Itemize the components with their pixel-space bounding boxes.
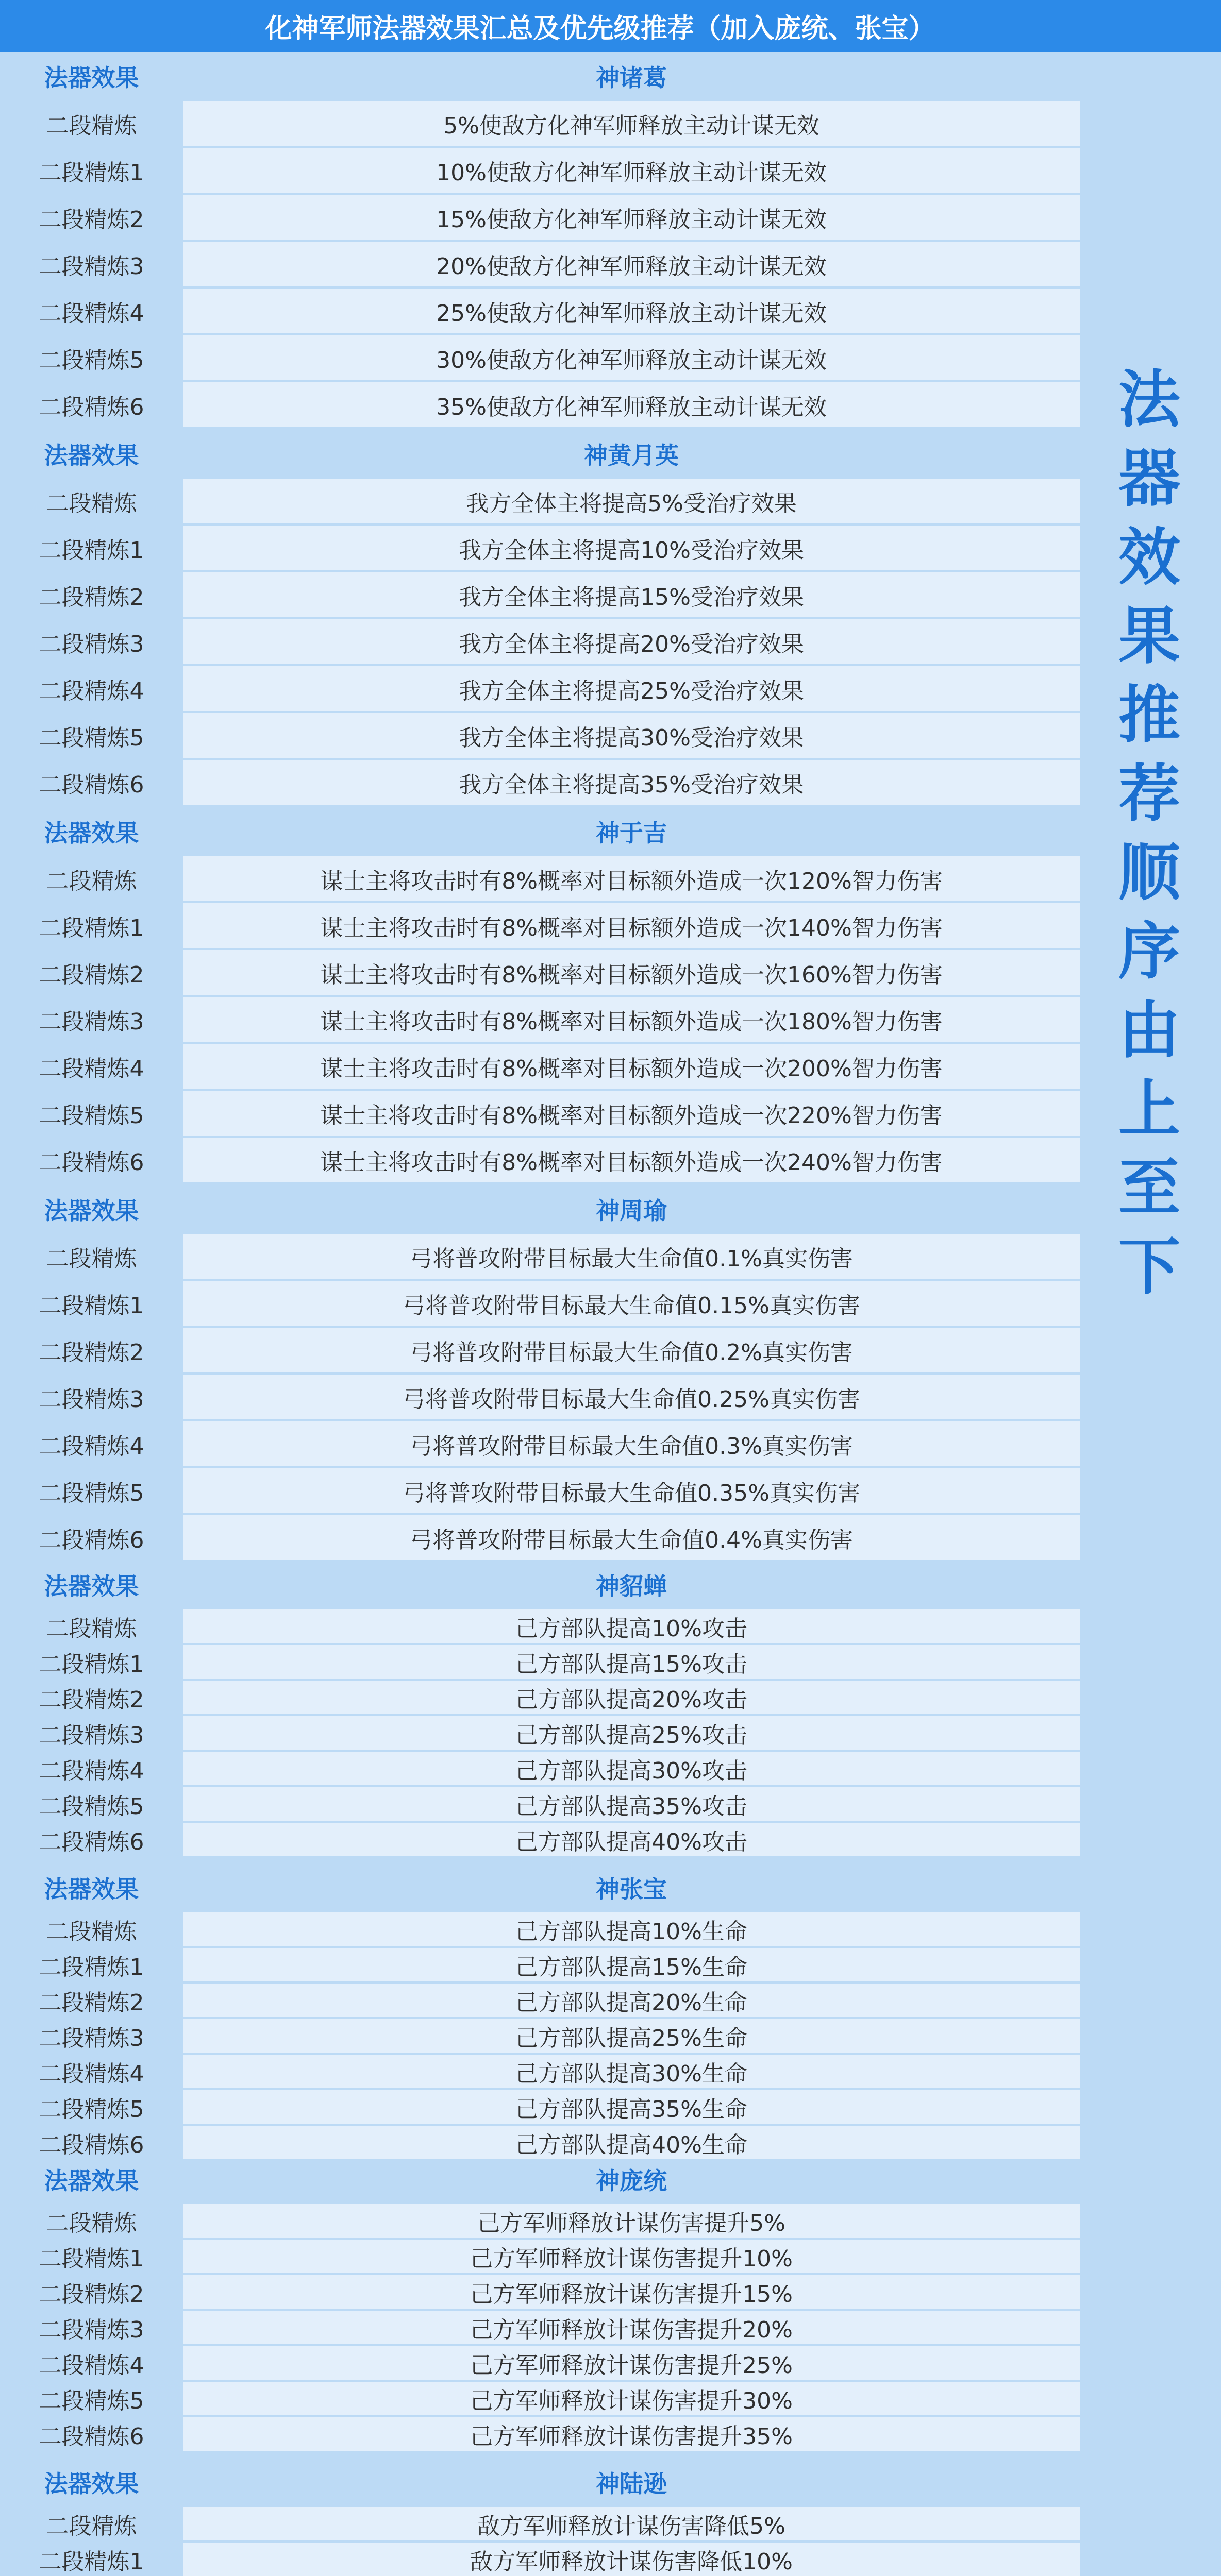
table-row: [0, 1091, 1082, 1136]
table-row: [0, 1787, 1082, 1821]
table-row: [0, 1421, 1082, 1466]
refine-level: 二段精炼6: [39, 1149, 144, 1176]
section-header-label: 法器效果: [44, 819, 139, 847]
refine-level: 二段精炼1: [39, 537, 144, 564]
priority-note-char: 序: [1118, 916, 1180, 988]
effect-text: 己方部队提高15%生命: [183, 1948, 1080, 1981]
table-row: [0, 2311, 1082, 2344]
effect-text: 己方军师释放计谋伤害提升35%: [183, 2417, 1080, 2451]
refine-level: 二段精炼: [46, 868, 137, 894]
effect-text: 己方军师释放计谋伤害提升15%: [183, 2275, 1080, 2309]
effect-text: 己方部队提高35%攻击: [183, 1787, 1080, 1821]
table-row: [0, 382, 1082, 427]
effect-text: 己方军师释放计谋伤害提升30%: [183, 2382, 1080, 2415]
effect-text: 我方全体主将提高15%受治疗效果: [183, 572, 1080, 617]
effect-text: 己方部队提高20%生命: [183, 1984, 1080, 2017]
refine-level: 二段精炼1: [39, 1954, 144, 1980]
effect-text: 谋士主将攻击时有8%概率对目标额外造成一次140%智力伤害: [183, 903, 1080, 948]
section-header-label: 法器效果: [44, 2470, 139, 2498]
section-general-name: 神庞统: [596, 2167, 667, 2195]
refine-level: 二段精炼5: [39, 1480, 144, 1506]
effect-text: 己方部队提高40%攻击: [183, 1823, 1080, 1856]
table-row: [0, 1138, 1082, 1182]
refine-level: 二段精炼4: [39, 1055, 144, 1082]
refine-level: 二段精炼3: [39, 2025, 144, 2052]
effect-text: 弓将普攻附带目标最大生命值0.2%真实伤害: [183, 1328, 1080, 1372]
table-row: [0, 713, 1082, 758]
section-header: [0, 1863, 1082, 1912]
table-row: [0, 2019, 1082, 2053]
effect-text: 己方军师释放计谋伤害提升10%: [183, 2240, 1080, 2273]
refine-level: 二段精炼1: [39, 2548, 144, 2575]
priority-note-char: 顺: [1118, 837, 1180, 909]
priority-note-char: 推: [1118, 680, 1180, 751]
refine-level: 二段精炼5: [39, 2387, 144, 2414]
table-row: [0, 2275, 1082, 2309]
section-header-label: 法器效果: [44, 442, 139, 469]
priority-note: [1118, 361, 1180, 1307]
section-header: [0, 429, 1082, 479]
refine-level: 二段精炼2: [39, 1339, 144, 1366]
table-row: [0, 1645, 1082, 1679]
refine-level: 二段精炼4: [39, 2060, 144, 2087]
refine-level: 二段精炼2: [39, 961, 144, 988]
effect-text: 己方部队提高20%攻击: [183, 1681, 1080, 1714]
table-row: [0, 1375, 1082, 1419]
refine-level: 二段精炼1: [39, 914, 144, 941]
refine-level: 二段精炼2: [39, 1686, 144, 1713]
table-row: [0, 997, 1082, 1042]
section-header-label: 法器效果: [44, 1572, 139, 1600]
table-row: [0, 1823, 1082, 1856]
table-row: [0, 526, 1082, 570]
table-row: [0, 1515, 1082, 1560]
table-row: [0, 1609, 1082, 1643]
effect-text: 我方全体主将提高30%受治疗效果: [183, 713, 1080, 758]
table-row: [0, 760, 1082, 805]
refine-level: 二段精炼: [46, 1245, 137, 1272]
table-row: [0, 2346, 1082, 2380]
section-header-label: 法器效果: [44, 1197, 139, 1225]
effect-text: 己方部队提高30%攻击: [183, 1752, 1080, 1785]
table-row: [0, 479, 1082, 523]
effect-text: 弓将普攻附带目标最大生命值0.1%真实伤害: [183, 1234, 1080, 1279]
page-title: 化神军师法器效果汇总及优先级推荐（加入庞统、张宝）: [0, 0, 1221, 52]
table-row: [0, 289, 1082, 333]
section-header: [0, 2458, 1082, 2507]
refine-level: 二段精炼5: [39, 347, 144, 374]
section-header: [0, 52, 1082, 101]
table-row: [0, 2090, 1082, 2124]
priority-note-char: 由: [1118, 995, 1180, 1066]
refine-level: 二段精炼6: [39, 1828, 144, 1855]
section-general-name: 神陆逊: [596, 2470, 667, 2498]
refine-level: 二段精炼3: [39, 1722, 144, 1749]
priority-note-char: 法: [1118, 364, 1180, 436]
refine-level: 二段精炼: [46, 1615, 137, 1642]
table-row: [0, 195, 1082, 240]
refine-level: 二段精炼: [46, 1918, 137, 1945]
effect-text: 己方军师释放计谋伤害提升5%: [183, 2204, 1080, 2238]
table-row: [0, 2204, 1082, 2238]
refine-level: 二段精炼3: [39, 253, 144, 280]
refine-level: 二段精炼: [46, 2210, 137, 2236]
table-row: [0, 572, 1082, 617]
refine-level: 二段精炼5: [39, 2096, 144, 2123]
refine-level: 二段精炼: [46, 490, 137, 517]
refine-level: 二段精炼3: [39, 1008, 144, 1035]
effect-text: 己方军师释放计谋伤害提升20%: [183, 2311, 1080, 2344]
table-row: [0, 666, 1082, 711]
refine-level: 二段精炼6: [39, 771, 144, 798]
table-row: [0, 101, 1082, 146]
table-row: [0, 1468, 1082, 1513]
effect-text: 谋士主将攻击时有8%概率对目标额外造成一次220%智力伤害: [183, 1091, 1080, 1136]
priority-note-char: 下: [1118, 1231, 1180, 1303]
section-header-label: 法器效果: [44, 1875, 139, 1903]
priority-note-char: 效: [1118, 522, 1180, 594]
effect-text: 己方部队提高30%生命: [183, 2055, 1080, 2088]
effect-text: 敌方军师释放计谋伤害降低5%: [183, 2507, 1080, 2540]
refine-level: 二段精炼6: [39, 1527, 144, 1553]
effect-text: 10%使敌方化神军师释放主动计谋无效: [183, 148, 1080, 193]
effect-text: 谋士主将攻击时有8%概率对目标额外造成一次180%智力伤害: [183, 997, 1080, 1042]
effect-text: 15%使敌方化神军师释放主动计谋无效: [183, 195, 1080, 240]
refine-level: 二段精炼2: [39, 584, 144, 611]
refine-level: 二段精炼3: [39, 631, 144, 657]
priority-note-char: 荐: [1118, 758, 1180, 830]
section-header: [0, 1560, 1082, 1609]
table-row: [0, 335, 1082, 380]
effect-text: 弓将普攻附带目标最大生命值0.35%真实伤害: [183, 1468, 1080, 1513]
table-row: [0, 1752, 1082, 1785]
refine-level: 二段精炼5: [39, 724, 144, 751]
table-row: [0, 2240, 1082, 2273]
section-header: [0, 2155, 1082, 2204]
refine-level: 二段精炼5: [39, 1102, 144, 1129]
section-general-name: 神黄月英: [584, 442, 679, 469]
section-header: [0, 807, 1082, 856]
refine-level: 二段精炼: [46, 112, 137, 139]
section-general-name: 神貂蝉: [596, 1572, 667, 1600]
effect-text: 弓将普攻附带目标最大生命值0.3%真实伤害: [183, 1421, 1080, 1466]
refine-level: 二段精炼6: [39, 2131, 144, 2158]
table-row: [0, 903, 1082, 948]
priority-note-char: 果: [1118, 601, 1180, 672]
table-row: [0, 1234, 1082, 1279]
effect-text: 我方全体主将提高25%受治疗效果: [183, 666, 1080, 711]
effect-text: 35%使敌方化神军师释放主动计谋无效: [183, 382, 1080, 427]
section-general-name: 神周瑜: [596, 1197, 667, 1225]
refine-level: 二段精炼3: [39, 2316, 144, 2343]
effect-text: 20%使敌方化神军师释放主动计谋无效: [183, 242, 1080, 286]
effect-text: 5%使敌方化神军师释放主动计谋无效: [183, 101, 1080, 146]
effect-text: 己方部队提高10%生命: [183, 1912, 1080, 1946]
section-general-name: 神张宝: [596, 1875, 667, 1903]
effect-text: 弓将普攻附带目标最大生命值0.15%真实伤害: [183, 1281, 1080, 1326]
table-row: [0, 2543, 1082, 2576]
effect-text: 己方部队提高35%生命: [183, 2090, 1080, 2124]
effect-text: 谋士主将攻击时有8%概率对目标额外造成一次200%智力伤害: [183, 1044, 1080, 1089]
table-row: [0, 2382, 1082, 2415]
table-row: [0, 619, 1082, 664]
table-row: [0, 148, 1082, 193]
refine-level: 二段精炼4: [39, 1433, 144, 1460]
effect-text: 敌方军师释放计谋伤害降低10%: [183, 2543, 1080, 2576]
table-row: [0, 1281, 1082, 1326]
refine-level: 二段精炼5: [39, 1793, 144, 1820]
effect-text: 我方全体主将提高5%受治疗效果: [183, 479, 1080, 523]
effect-text: 己方部队提高15%攻击: [183, 1645, 1080, 1679]
section-header: [0, 1184, 1082, 1234]
refine-level: 二段精炼6: [39, 2423, 144, 2450]
effect-text: 我方全体主将提高35%受治疗效果: [183, 760, 1080, 805]
effect-text: 弓将普攻附带目标最大生命值0.25%真实伤害: [183, 1375, 1080, 1419]
refine-level: 二段精炼4: [39, 1757, 144, 1784]
refine-level: 二段精炼4: [39, 2352, 144, 2379]
refine-level: 二段精炼1: [39, 159, 144, 186]
refine-level: 二段精炼: [46, 2513, 137, 2539]
effect-text: 己方部队提高25%攻击: [183, 1716, 1080, 1750]
refine-level: 二段精炼4: [39, 300, 144, 327]
table-row: [0, 1716, 1082, 1750]
section-general-name: 神于吉: [596, 819, 667, 847]
table-row: [0, 2507, 1082, 2540]
effect-text: 我方全体主将提高20%受治疗效果: [183, 619, 1080, 664]
effect-text: 30%使敌方化神军师释放主动计谋无效: [183, 335, 1080, 380]
refine-level: 二段精炼2: [39, 1989, 144, 2016]
table-row: [0, 1681, 1082, 1714]
table-row: [0, 1948, 1082, 1981]
table-row: [0, 242, 1082, 286]
effect-text: 己方部队提高25%生命: [183, 2019, 1080, 2053]
refine-level: 二段精炼1: [39, 1292, 144, 1319]
section-general-name: 神诸葛: [596, 64, 667, 92]
effect-text: 己方部队提高40%生命: [183, 2126, 1080, 2159]
refine-level: 二段精炼2: [39, 2281, 144, 2308]
effect-text: 25%使敌方化神军师释放主动计谋无效: [183, 289, 1080, 333]
effect-text: 谋士主将攻击时有8%概率对目标额外造成一次120%智力伤害: [183, 856, 1080, 901]
effect-text: 己方部队提高10%攻击: [183, 1609, 1080, 1643]
table-row: [0, 950, 1082, 995]
table-row: [0, 2055, 1082, 2088]
refine-level: 二段精炼2: [39, 206, 144, 233]
refine-level: 二段精炼6: [39, 394, 144, 420]
effect-text: 谋士主将攻击时有8%概率对目标额外造成一次160%智力伤害: [183, 950, 1080, 995]
section-header-label: 法器效果: [44, 2167, 139, 2195]
refine-level: 二段精炼3: [39, 1386, 144, 1413]
effect-text: 谋士主将攻击时有8%概率对目标额外造成一次240%智力伤害: [183, 1138, 1080, 1182]
section-header-label: 法器效果: [44, 64, 139, 92]
table-row: [0, 856, 1082, 901]
effect-text: 弓将普攻附带目标最大生命值0.4%真实伤害: [183, 1515, 1080, 1560]
refine-level: 二段精炼1: [39, 2245, 144, 2272]
priority-note-char: 上: [1118, 1074, 1180, 1145]
priority-note-char: 至: [1118, 1153, 1180, 1224]
priority-note-char: 器: [1118, 443, 1180, 515]
table-row: [0, 2417, 1082, 2451]
refine-level: 二段精炼1: [39, 1651, 144, 1677]
effect-text: 己方军师释放计谋伤害提升25%: [183, 2346, 1080, 2380]
effect-text: 我方全体主将提高10%受治疗效果: [183, 526, 1080, 570]
refine-level: 二段精炼4: [39, 677, 144, 704]
table-row: [0, 1328, 1082, 1372]
table-row: [0, 1984, 1082, 2017]
table-row: [0, 1044, 1082, 1089]
table-row: [0, 1912, 1082, 1946]
